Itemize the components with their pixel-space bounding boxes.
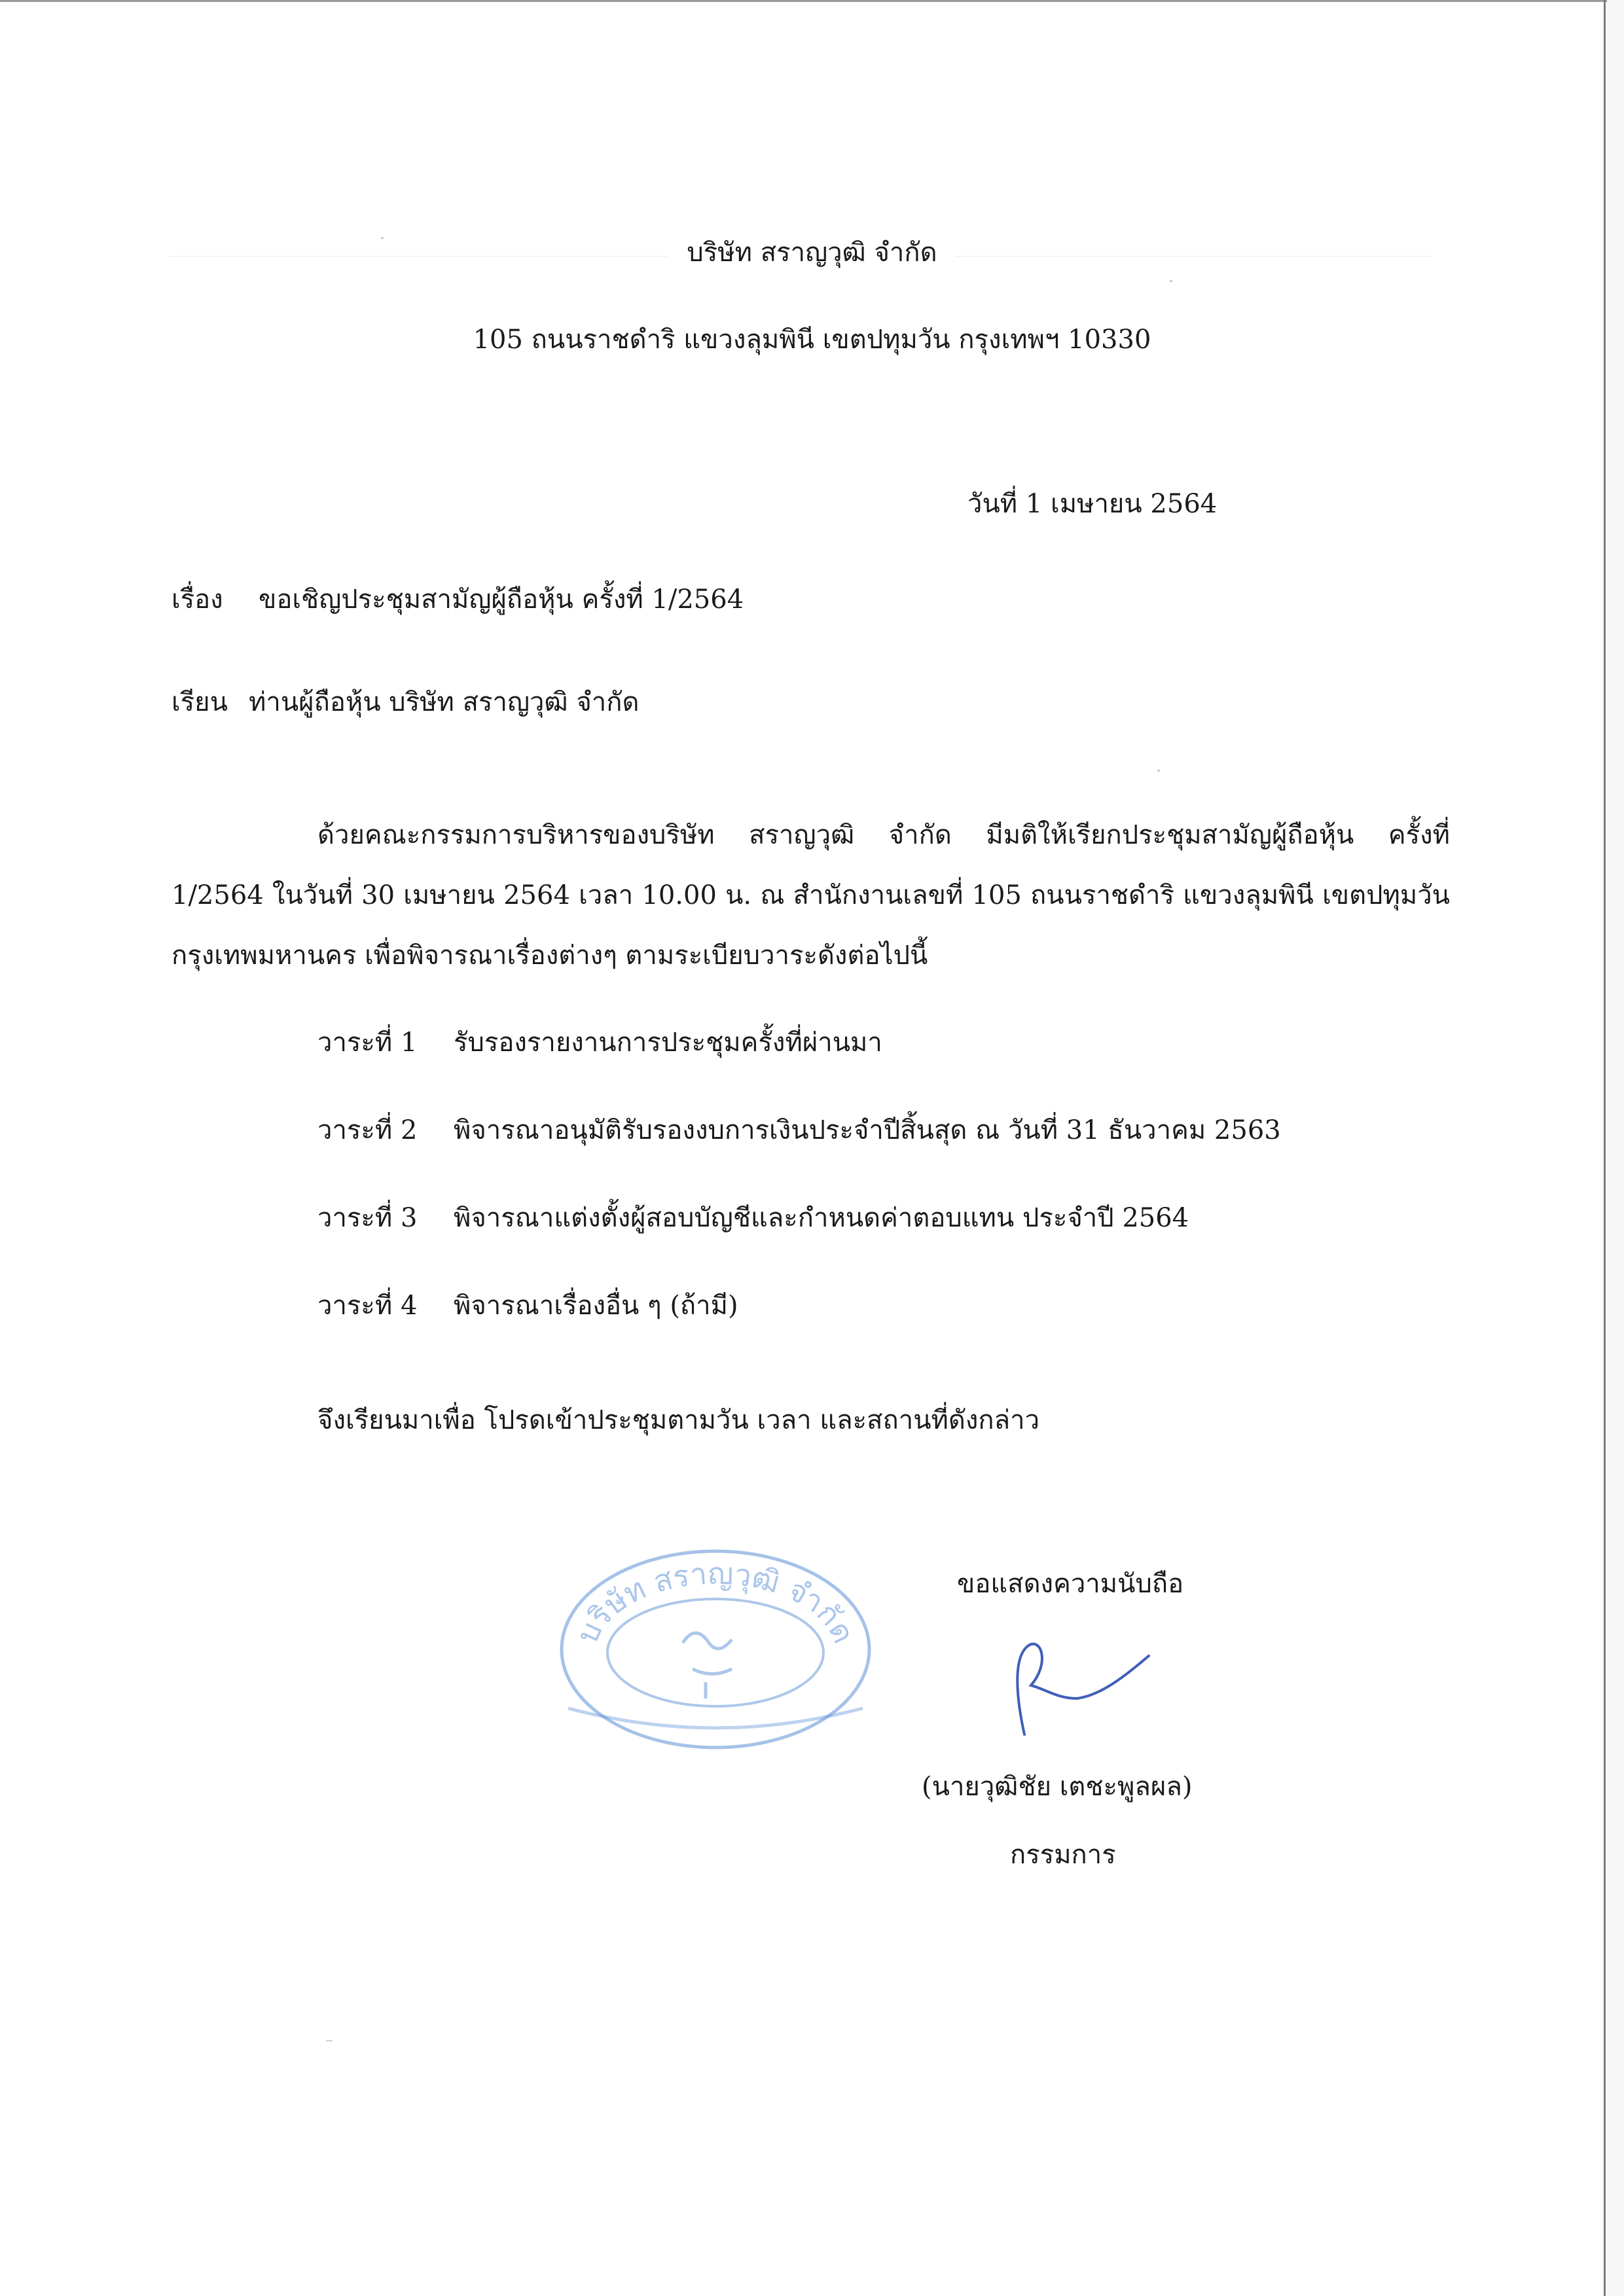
signer-position: กรรมการ [1010,1840,1116,1870]
agenda-1-text: รับรองรายงานการประชุมครั้งที่ผ่านมา [454,1028,882,1058]
body-line-2: 1/2564 ในวันที่ 30 เมษายน 2564 เวลา 10.00 น. ณ สำนักงานเลขที่ 105 ถนนราชดำริ แขวงลุมพินี เขตปทุมวัน [171,880,1450,910]
scan-speck [326,2040,333,2041]
agenda-3-text: พิจารณาแต่งตั้งผู้สอบบัญชีและกำหนดค่าตอบแทน ประจำปี 2564 [454,1203,1189,1233]
company-name: บริษัท สราญวุฒิ จำกัด [687,238,937,268]
company-address: 105 ถนนราชดำริ แขวงลุมพินี เขตปทุมวัน กรุงเทพฯ 10330 [473,325,1151,355]
agenda-4-text: พิจารณาเรื่องอื่น ๆ (ถ้ามี) [454,1291,738,1321]
recipient-label: เรียน [171,687,228,717]
scan-speck [1170,280,1172,282]
letter-date: วันที่ 1 เมษายน 2564 [967,489,1218,519]
agenda-2-text: พิจารณาอนุมัติรับรองงบการเงินประจำปีสิ้นสุด ณ วันที่ 31 ธันวาคม 2563 [454,1115,1281,1145]
regards-text: ขอแสดงความนับถือ [957,1569,1184,1599]
body-line-1: ด้วยคณะกรรมการบริหารของบริษัท สราญวุฒิ จำกัด มีมติให้เรียกประชุมสามัญผู้ถือหุ้น ครั้งที่ [317,820,1450,850]
closing-sentence: จึงเรียนมาเพื่อ โปรดเข้าประชุมตามวัน เวลา และสถานที่ดังกล่าว [317,1405,1040,1435]
company-stamp-icon [549,1522,882,1764]
scan-speck [381,237,384,239]
signature-icon [998,1626,1155,1738]
body-line-3: กรุงเทพมหานคร เพื่อพิจารณาเรื่องต่างๆ ตามระเบียบวาระดังต่อไปนี้ [171,941,928,971]
scan-edge-top [0,0,1624,2]
signer-name: (นายวุฒิชัย เตชะพูลผล) [922,1772,1193,1802]
subject-text: ขอเชิญประชุมสามัญผู้ถือหุ้น ครั้งที่ 1/2564 [259,584,744,615]
agenda-3-label: วาระที่ 3 [317,1203,418,1233]
scan-speck [1157,770,1160,772]
recipient-text: ท่านผู้ถือหุ้น บริษัท สราญวุฒิ จำกัด [249,687,640,717]
stamp-arc-text: บริษัท สราญวุฒิ จำกัด [569,1555,862,1649]
agenda-4-label: วาระที่ 4 [317,1291,418,1321]
subject-label: เรื่อง [171,584,223,615]
agenda-1-label: วาระที่ 1 [317,1028,418,1058]
agenda-2-label: วาระที่ 2 [317,1115,418,1145]
